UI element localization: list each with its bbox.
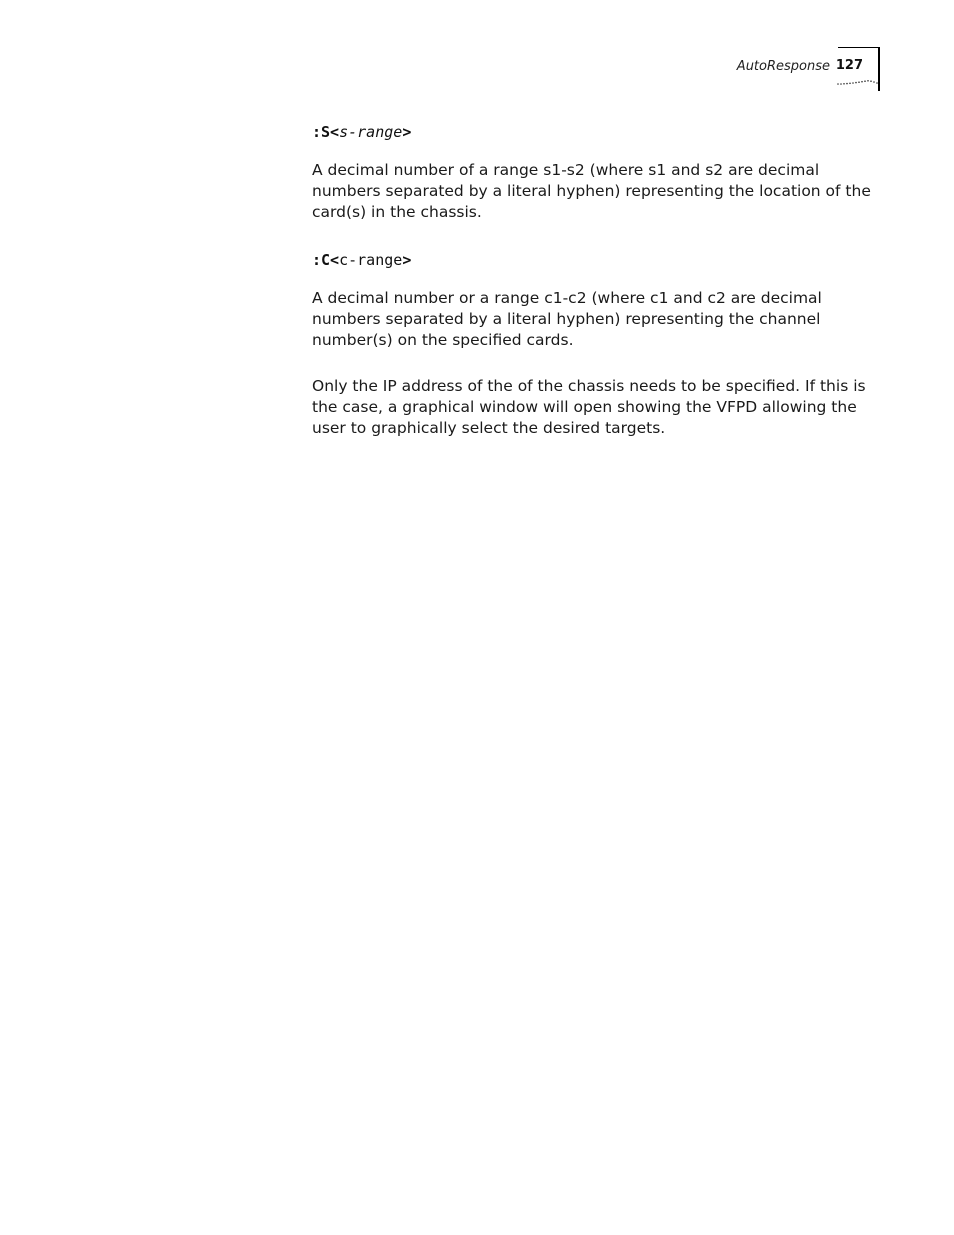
corner-dots-ornament (836, 72, 880, 86)
note-paragraph: Only the IP address of the of the chassis needs to be specified. If this is the case, a graphical window will open showing the VFPD allowing the user to graphically select the desired targets. (312, 377, 866, 437)
syntax-term-c-range: :C<c-range> (312, 251, 412, 269)
s-range-description: A decimal number of a range s1-s2 (where s1 and s2 are decimal numbers separated by a literal hyphen) representing the location of the card(s) in the chassis. (312, 161, 871, 221)
page-number: 127 (835, 58, 863, 73)
corner-rule-top (838, 47, 880, 48)
main-content (312, 122, 872, 439)
syntax-term-s-range: :S<s-range> (312, 123, 412, 141)
c-range-description: A decimal number or a range c1-c2 (where c1 and c2 are decimal numbers separated by a literal hyphen) representing the channel number(s) on the specified cards. (312, 289, 822, 349)
section-title: AutoResponse (736, 59, 830, 74)
